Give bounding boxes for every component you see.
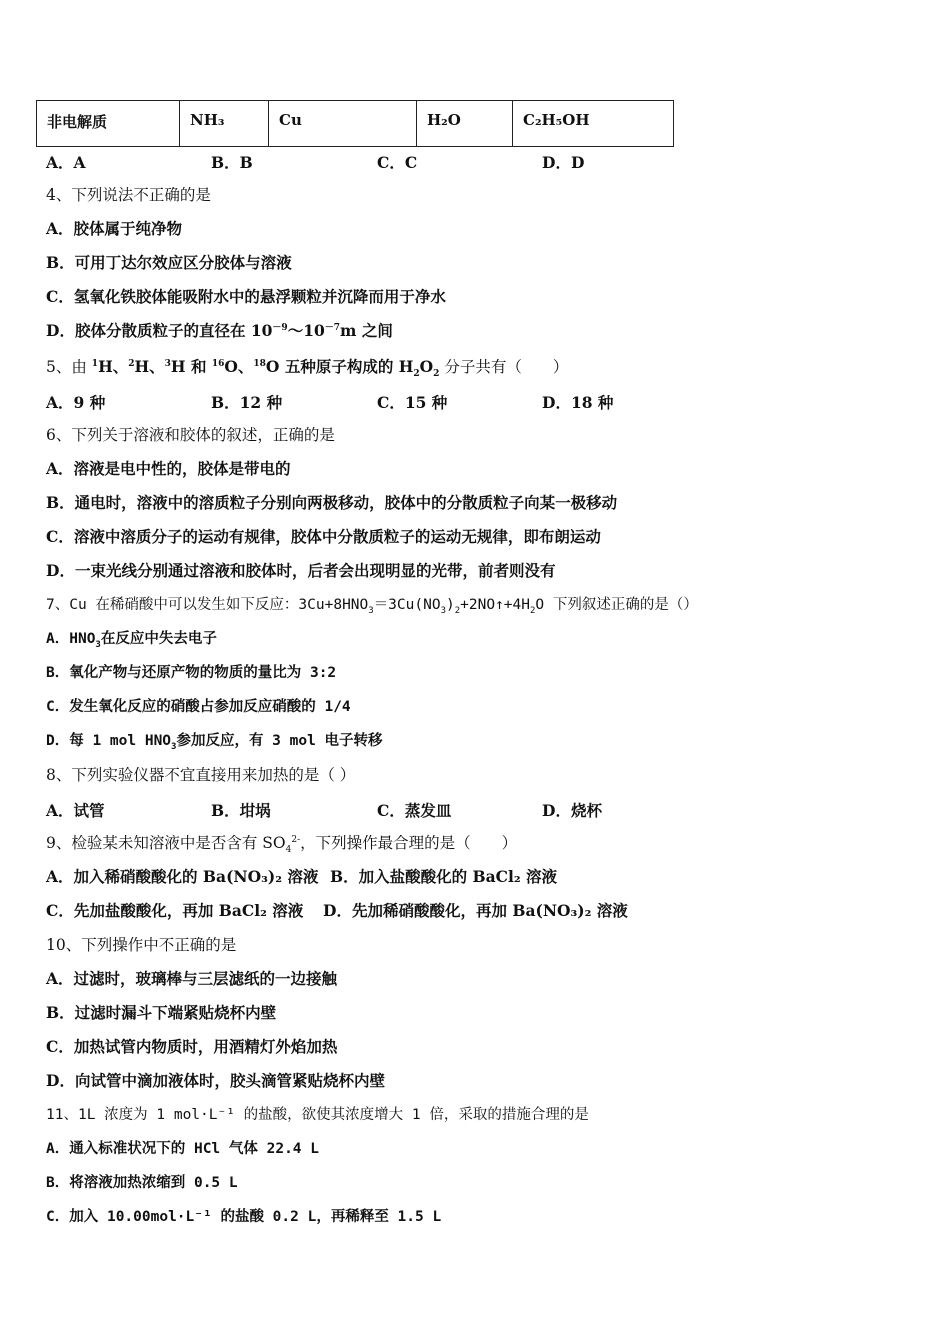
table-cell: H₂O [417,101,513,147]
q6-option-b: B．通电时，溶液中的溶质粒子分别向两极移动，胶体中的分散质粒子向某一极移动 [46,493,618,512]
text: ，下列操作最合理的是（ ） [300,834,518,852]
q4-option-d [46,321,393,341]
q4-option-c: C．氢氧化铁胶体能吸附水中的悬浮颗粒并沉降而用于净水 [46,287,446,306]
text: O 五种原子构成的 H [265,357,414,376]
subscript: 2 [530,605,536,616]
text: 7、Cu 在稀硝酸中可以发生如下反应：3Cu+8HNO [46,597,369,613]
subscript: 3 [171,741,177,752]
table-cell: Cu [269,101,417,147]
mass-number: 1 [91,358,99,369]
q5-stem [46,357,569,380]
text: ＝3Cu(NO [373,597,441,613]
q7-option-c: C．发生氧化反应的硝酸占参加反应硝酸的 1/4 [46,699,351,715]
q3-options [46,151,686,171]
subscript: 3 [368,605,374,616]
text: m 之间 [340,321,393,340]
option-a: A．A [46,153,86,172]
q9-option-d: D．先加稀硝酸酸化，再加 Ba(NO₃)₂ 溶液 [323,901,628,920]
q7-stem [46,595,698,615]
text: 参加反应，有 3 mol 电子转移 [176,733,383,749]
q10-stem: 10、下列操作中不正确的是 [46,936,237,954]
text: D．每 1 mol HNO [46,733,172,749]
subscript: 2 [433,369,440,380]
option-b: B．12 种 [211,393,283,412]
option-a: A．9 种 [46,393,106,412]
subscript: 4 [285,845,292,856]
q5-options [46,391,686,411]
q7-option-a [46,629,217,649]
classification-table [36,100,674,147]
q8-options [46,799,686,819]
q9-stem [46,833,518,856]
superscript: 2- [291,834,301,845]
text: ) [446,597,455,613]
option-d: D．烧杯 [542,801,602,820]
table-cell: C₂H₅OH [513,101,674,147]
q11-stem: 11、1L 浓度为 1 mol·L⁻¹ 的盐酸，欲使其浓度增大 1 倍，采取的措施合理的是 [46,1107,589,1123]
q6-option-d: D．一束光线分别通过溶液和胶体时，后者会出现明显的光带，前者则没有 [46,561,556,580]
subscript: 3 [95,639,101,650]
q11-option-c: C．加入 10.00mol·L⁻¹ 的盐酸 0.2 L，再稀释至 1.5 L [46,1209,442,1225]
subscript: 2 [413,369,420,380]
text: 分子共有（ ） [439,358,569,376]
q6-stem: 6、下列关于溶液和胶体的叙述，正确的是 [46,426,335,444]
option-b: B．坩埚 [211,801,271,820]
text: A．HNO [46,631,96,647]
text: O [419,357,434,376]
q10-option-d: D．向试管中滴加液体时，胶头滴管紧贴烧杯内壁 [46,1071,385,1090]
q9-option-b: B．加入盐酸酸化的 BaCl₂ 溶液 [330,867,558,886]
exponent: －7 [324,322,341,333]
option-c: C．15 种 [377,393,448,412]
text: D．胶体分散质粒子的直径在 10 [46,321,273,340]
option-d: D．18 种 [542,393,614,412]
q6-option-a: A．溶液是电中性的，胶体是带电的 [46,459,291,478]
subscript: 2 [454,605,461,616]
option-b: B．B [211,153,253,172]
q4-stem: 4、下列说法不正确的是 [46,186,211,204]
subscript: 3 [440,605,446,616]
text: O 下列叙述正确的是（） [535,597,698,613]
text: 5、由 [46,358,92,376]
table-row [37,101,674,147]
mass-number: 3 [164,358,171,369]
text: 在反应中失去电子 [100,631,217,647]
mass-number: 2 [128,358,135,369]
q6-option-c: C．溶液中溶质分子的运动有规律，胶体中分散质粒子的运动无规律，即布朗运动 [46,527,601,546]
table-cell: 非电解质 [37,101,180,147]
text: 9、检验某未知溶液中是否含有 SO [46,834,286,852]
text: H、 [134,357,165,376]
q7-option-b: B．氧化产物与还原产物的物质的量比为 3:2 [46,665,337,681]
q11-option-b: B．将溶液加热浓缩到 0.5 L [46,1175,238,1191]
text: H、 [98,357,129,376]
option-c: C．C [377,153,418,172]
table-cell: NH₃ [180,101,269,147]
q10-option-b: B．过滤时漏斗下端紧贴烧杯内壁 [46,1003,277,1022]
mass-number: 16 [211,358,225,369]
q11-option-a: A．通入标准状况下的 HCl 气体 22.4 L [46,1141,319,1157]
q10-option-c: C．加热试管内物质时，用酒精灯外焰加热 [46,1037,338,1056]
q4-option-b: B．可用丁达尔效应区分胶体与溶液 [46,253,292,272]
q4-option-a: A．胶体属于纯净物 [46,219,183,238]
option-c: C．蒸发皿 [377,801,452,820]
q9-option-c: C．先加盐酸酸化，再加 BaCl₂ 溶液 [46,901,304,920]
mass-number: 18 [253,358,266,369]
q9-option-a: A．加入稀硝酸酸化的 Ba(NO₃)₂ 溶液 [46,867,319,886]
q7-option-d [46,731,383,751]
exponent: －9 [272,322,288,333]
option-a: A．试管 [46,801,105,820]
q10-option-a: A．过滤时，玻璃棒与三层滤纸的一边接触 [46,969,338,988]
text: O、 [224,357,254,376]
option-d: D．D [542,153,585,172]
q8-stem: 8、下列实验仪器不宜直接用来加热的是（ ） [46,766,356,784]
text: ～10 [287,321,325,340]
text: +2NO↑+4H [460,597,530,613]
text: H 和 [170,357,212,376]
